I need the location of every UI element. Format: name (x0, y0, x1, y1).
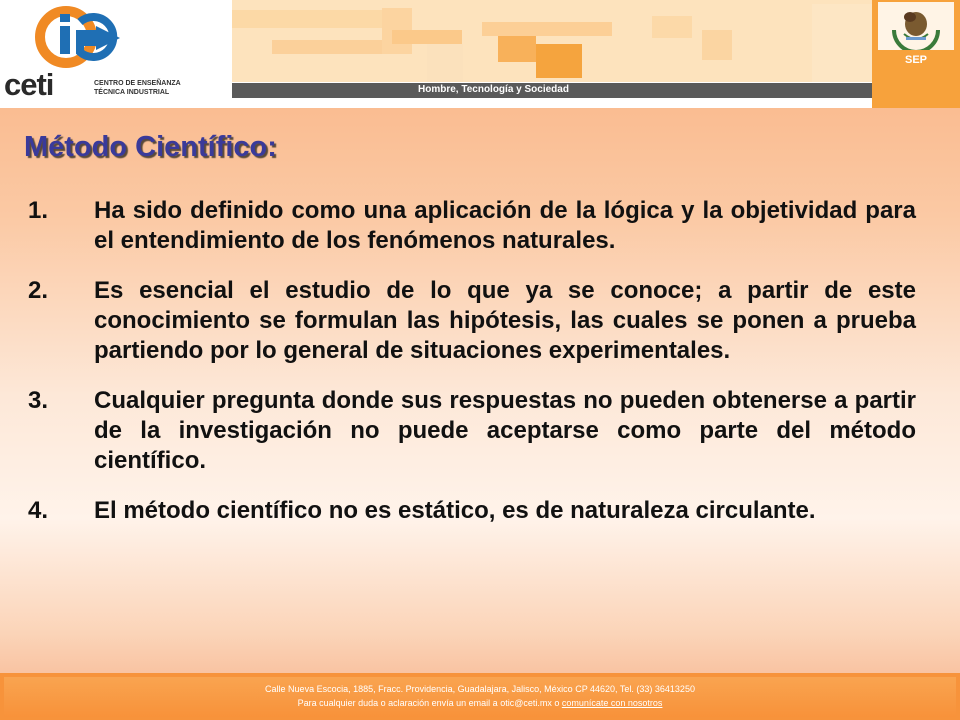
logo-subtitle (94, 79, 228, 97)
contact-link[interactable]: comunícate con nosotros (561, 698, 663, 708)
slide-title: Método Científico: (24, 131, 277, 163)
logo-wordmark: ceti (4, 67, 54, 102)
item-text: Cualquier pregunta donde sus respuestas no pueden obtenerse a partir de la investigación no puede aceptarse como parte del método científico. (94, 387, 916, 474)
footer-address: Calle Nueva Escocia, 1885, Fracc. Providencia, Guadalajara, Jalisco, México CP 44620, Tel. (33) 36413250 (265, 684, 695, 694)
item-number: 3. (28, 387, 49, 414)
logo-subtitle-line-2: TÉCNICA INDUSTRIAL (94, 89, 170, 96)
ceti-logo (0, 0, 230, 108)
footer-panel (4, 677, 956, 717)
footer-contact-text: Para cualquier duda o aclaración envía un email a otic@ceti.mx o (297, 698, 560, 708)
mexico-coat-of-arms-icon (888, 4, 944, 50)
logo-subtitle-line-1: CENTRO DE ENSEÑANZA (94, 80, 181, 87)
list-item (28, 276, 916, 366)
header (0, 0, 960, 108)
list-item (28, 386, 916, 476)
item-text: Ha sido definido como una aplicación de la lógica y la objetividad para el entendimiento de los fenómenos naturales. (94, 197, 916, 254)
ceti-emblem-icon (24, 4, 134, 68)
footer-contact (0, 698, 960, 708)
list-item (28, 496, 916, 526)
item-text: Es esencial el estudio de lo que ya se conoce; a partir de este conocimiento se formulan las hipótesis, las cuales se ponen a prueba partiendo por lo general de situaciones experimentales. (94, 277, 916, 364)
sep-label: SEP (904, 54, 927, 66)
item-number: 2. (28, 277, 49, 304)
header-slogan: Hombre, Tecnología y Sociedad (418, 84, 569, 95)
item-text: El método científico no es estático, es de naturaleza circulante. (94, 497, 816, 524)
items-list (28, 196, 916, 546)
list-item (28, 196, 916, 256)
item-number: 1. (28, 197, 49, 224)
item-number: 4. (28, 497, 49, 524)
